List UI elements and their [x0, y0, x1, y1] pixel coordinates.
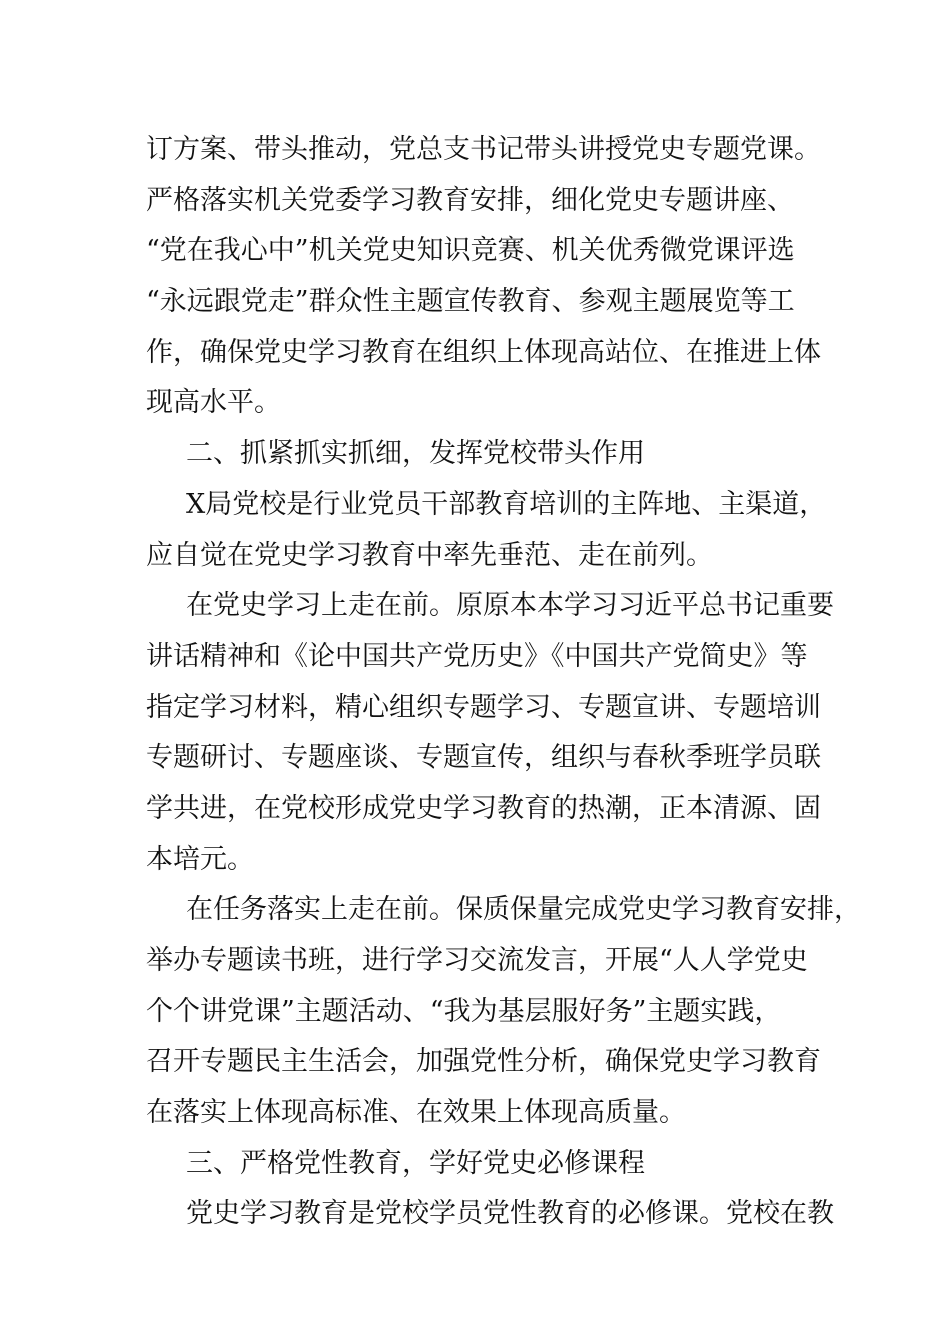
text-line: 本培元。	[146, 843, 254, 875]
section-heading: 二、抓紧抓实抓细，发挥党校带头作用	[186, 438, 645, 470]
text-line: 个个讲党课”主题活动、“我为基层服好务”主题实践，	[146, 995, 782, 1027]
text-line: 在任务落实上走在前。保质保量完成党史学习教育安排，	[186, 894, 861, 926]
text-line: 指定学习材料，精心组织专题学习、专题宣讲、专题培训	[146, 691, 821, 723]
text-line: X局党校是行业党员干部教育培训的主阵地、主渠道，	[186, 488, 827, 520]
text-line: 召开专题民主生活会，加强党性分析，确保党史学习教育	[146, 1046, 821, 1078]
text-line: 应自觉在党史学习教育中率先垂范、走在前列。	[146, 539, 713, 571]
text-line: 在落实上体现高标准、在效果上体现高质量。	[146, 1097, 686, 1129]
text-line: 讲话精神和《论中国共产党历史》《中国共产党简史》等	[146, 640, 808, 672]
text-line: 党史学习教育是党校学员党性教育的必修课。党校在教	[186, 1198, 834, 1230]
text-line: 专题研讨、专题座谈、专题宣传，组织与春秋季班学员联	[146, 742, 821, 774]
text-line: 作，确保党史学习教育在组织上体现高站位、在推进上体	[146, 336, 821, 368]
text-line: “党在我心中”机关党史知识竞赛、机关优秀微党课评选	[146, 235, 795, 267]
text-line: 现高水平。	[146, 387, 281, 419]
section-heading: 三、严格党性教育，学好党史必修课程	[186, 1147, 645, 1179]
text-line: 订方案、带头推动，党总支书记带头讲授党史专题党课。	[146, 134, 821, 165]
body-text	[146, 125, 861, 1240]
text-line: 在党史学习上走在前。原原本本学习习近平总书记重要	[186, 590, 834, 622]
text-line: “永远跟党走”群众性主题宣传教育、参观主题展览等工	[146, 286, 795, 318]
text-line: 学共进，在党校形成党史学习教育的热潮，正本清源、固	[146, 792, 821, 824]
text-line: 举办专题读书班，进行学习交流发言，开展“人人学党史	[146, 945, 808, 976]
text-line: 严格落实机关党委学习教育安排，细化党史专题讲座、	[146, 184, 794, 216]
